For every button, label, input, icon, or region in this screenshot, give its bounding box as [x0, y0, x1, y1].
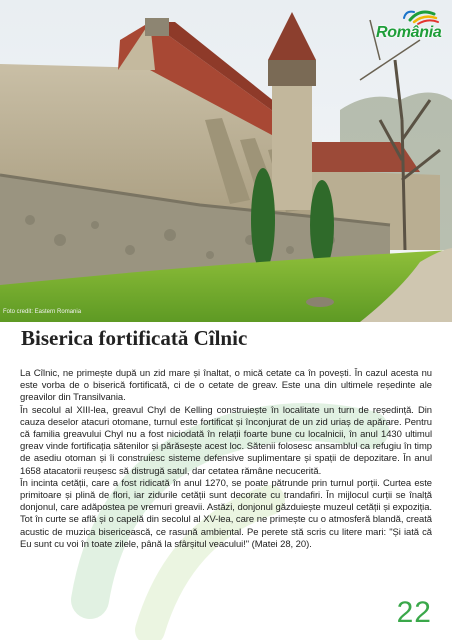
- page-number: 22: [396, 596, 432, 629]
- article-paragraph: În incinta cetății, care a fost ridicată în anul 1270, se poate pătrunde prin turnul porții. Curtea este primitoare și plină de flori, iar zidurile cetății sunt decorate cu trandafiri. În mijlocul curții se înalță donjonul, care adăpostea pe vremuri greavii. Astăzi, donjonul găzduiește muzeul cetății și expoziția. Tot în curte se află și o capelă din secolul al XV-lea, care ne primește cu o atmosferă blandă, creată acustic de muzica bisericească, ce rasună ambiental. Pe perete stă scris cu litere mari: "Și iată că Eu sunt cu voi în toate zilele, până la sfârșitul veacului!" (Matei 28, 20).: [20, 477, 432, 550]
- romania-logo-text: România: [376, 24, 442, 41]
- romania-logo: [374, 6, 446, 48]
- article-paragraph: În secolul al XIII-lea, greavul Chyl de Kelling construiește în localitate un turn de reședință. Din cauza deselor atacuri otomane, turnul este fortificat și înconjurat de un zid uriaș de apărare. Pentru că familia greavului Chyl nu a fost niciodată în relații foarte bune cu localnicii, în anul 1430 ultimul greav vinde fortificația sătenilor și părăsește acest loc. Sătenii folosesc ansamblul ca refugiu în timp de asediu otoman și îi construiesc sisteme defensive suplimentare și spații de depozitare. În anul 1658 atacatorii reușesc să distrugă satul, dar cetatea rămâne necucerită.: [20, 404, 432, 477]
- article-body: [20, 368, 432, 551]
- article-paragraph: La Cîlnic, ne primește după un zid mare și înaltat, o mică cetate ca în povești. În cazul acesta nu este vorba de o biserică fortificată, ci de o cetate de greav. Este una din ultimele reședinte ale greavilor din Transilvania.: [20, 368, 432, 404]
- article-title: Biserica fortificată Cîlnic: [21, 326, 248, 350]
- photo-credit: Foto credit: Eastern Romania: [3, 309, 82, 315]
